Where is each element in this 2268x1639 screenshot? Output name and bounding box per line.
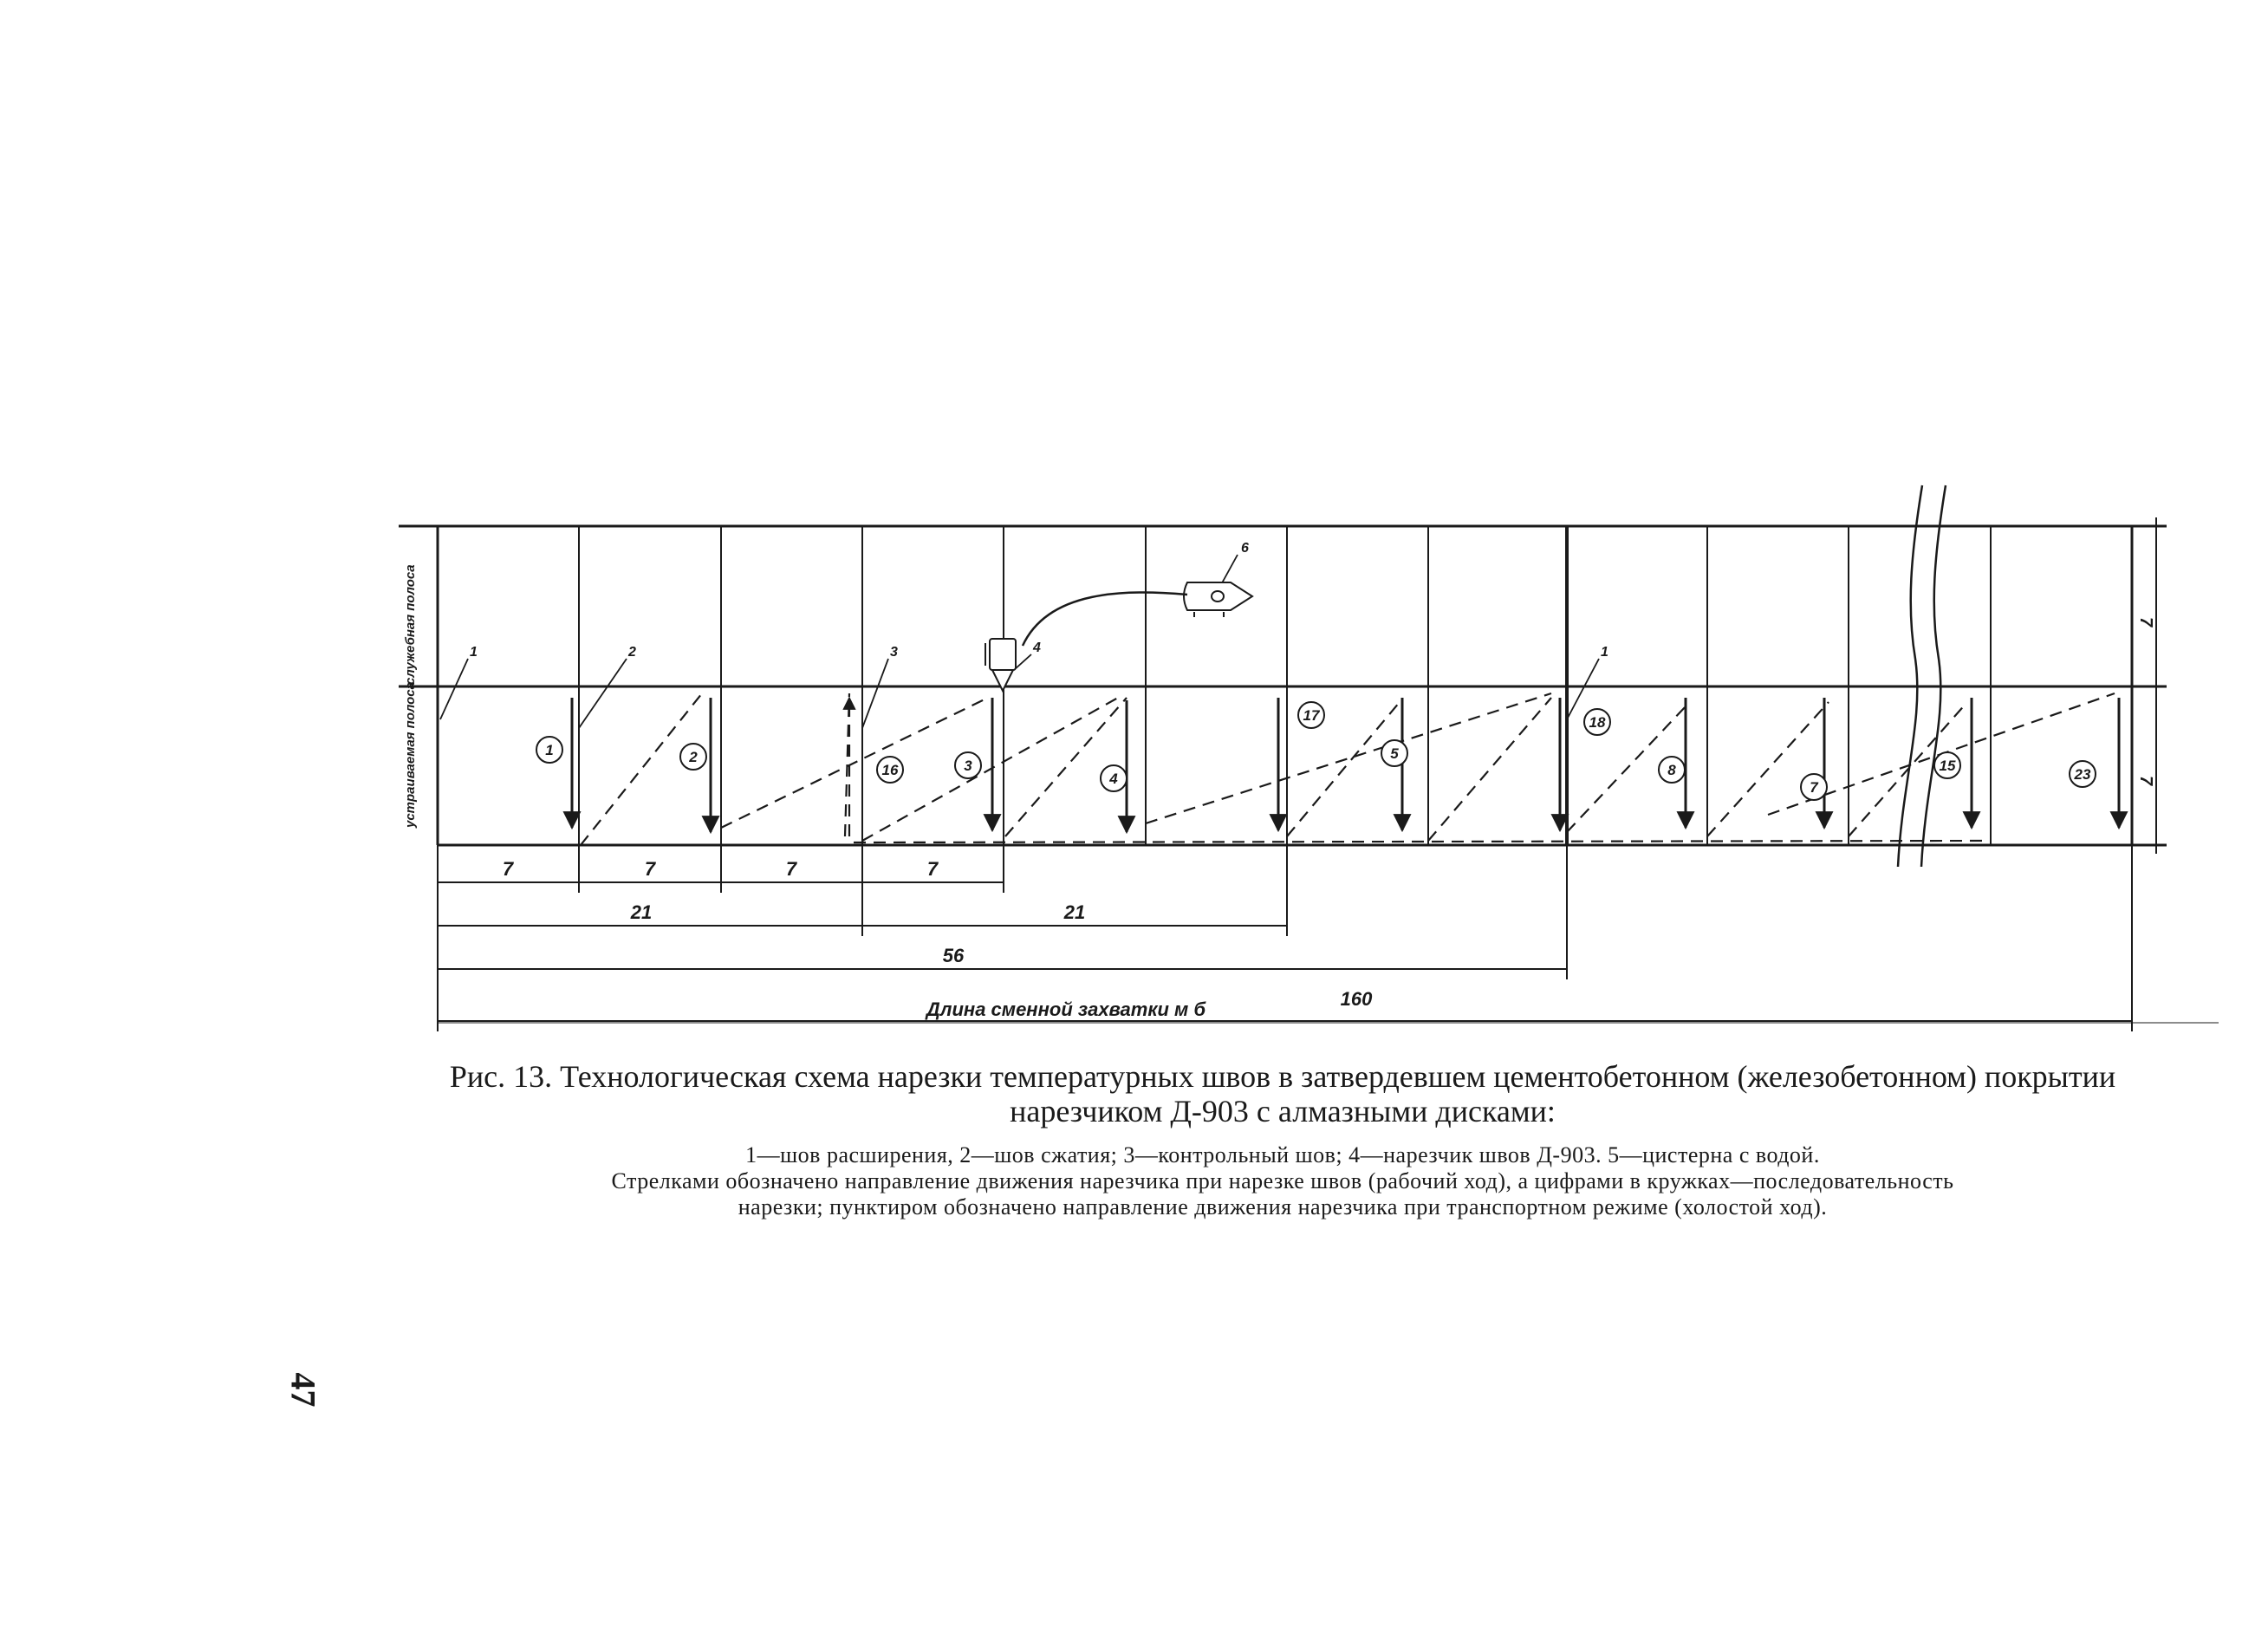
lane-label-service: служебная полоса: [403, 564, 418, 685]
legend-line1: 1—шов расширения, 2—шов сжатия; 3—контрольный шов; 4—нарезчик швов Д-903. 5—цистерна с водой.: [745, 1142, 1820, 1167]
figure-caption: [329, 1059, 2236, 1128]
callout-contraction-joint: 2: [628, 645, 636, 660]
callout-water-tank: 6: [1241, 541, 1249, 556]
sequence-label: 23: [2074, 766, 2091, 783]
sequence-label: 17: [1303, 707, 1320, 724]
sequence-labels: [545, 707, 2091, 796]
dim-7-c: 7: [785, 858, 797, 880]
sequence-label: 8: [1667, 762, 1676, 778]
dim-right-top: 7: [2136, 617, 2155, 628]
dim-56: 56: [942, 945, 965, 966]
break-lines: [1898, 485, 1946, 867]
dim-shift-length-label: Длина сменной захватки м б: [926, 998, 1206, 1020]
callout-control-joint: 3: [890, 645, 898, 660]
sequence-label: 18: [1589, 714, 1606, 731]
sequence-label: 5: [1390, 745, 1399, 762]
legend-line3: нарезки; пунктиром обозначено направление движения нарезчика при транспортном режиме (холостой ход).: [738, 1194, 1828, 1219]
dim-7-b: 7: [644, 858, 656, 880]
sequence-label: 7: [1810, 779, 1818, 796]
figure-legend: [329, 1142, 2236, 1220]
callout-labels: [470, 541, 1608, 660]
idle-travel-paths: [581, 693, 2115, 845]
callout-expansion-joint-2: 1: [1601, 645, 1608, 660]
callout-leaders: [440, 555, 1599, 728]
sequence-label: 2: [689, 749, 698, 765]
callout-cutter: 4: [1033, 641, 1041, 655]
dim-7-a: 7: [502, 858, 514, 880]
legend-line2: Стрелками обозначено направление движения нарезчика при нарезке швов (рабочий ход), а цифрами в кружках—последовательность: [611, 1168, 1954, 1193]
callout-expansion-joint: 1: [470, 645, 478, 660]
sequence-label: 1: [545, 742, 554, 758]
caption-title-line1: Рис. 13. Технологическая схема нарезки температурных швов в затвердевшем цементобетонном (железобетонном) покрытии: [449, 1059, 2116, 1094]
dim-21-a: 21: [630, 901, 653, 923]
dim-right-bottom: 7: [2136, 776, 2155, 786]
water-hose: [1023, 593, 1187, 646]
sequence-label: 16: [881, 762, 899, 778]
dim-7-d: 7: [926, 858, 939, 880]
lane-label-new: устраиваемая полоса: [403, 682, 418, 828]
working-stroke-arrows: [572, 698, 2119, 832]
dim-21-b: 21: [1063, 901, 1086, 923]
caption-title-line2: нарезчиком Д-903 с алмазными дисками:: [1010, 1094, 1556, 1128]
road-frame: [399, 517, 2167, 854]
cutter-icon: [985, 639, 1016, 691]
sequence-label: 15: [1939, 758, 1956, 774]
sequence-label: 4: [1109, 771, 1118, 787]
dim-160: 160: [1340, 988, 1373, 1010]
page-number: 47: [283, 1372, 323, 1408]
water-tank-icon: [1184, 582, 1252, 617]
sequence-label: 3: [964, 758, 972, 774]
dimension-lines: [438, 845, 2219, 1031]
